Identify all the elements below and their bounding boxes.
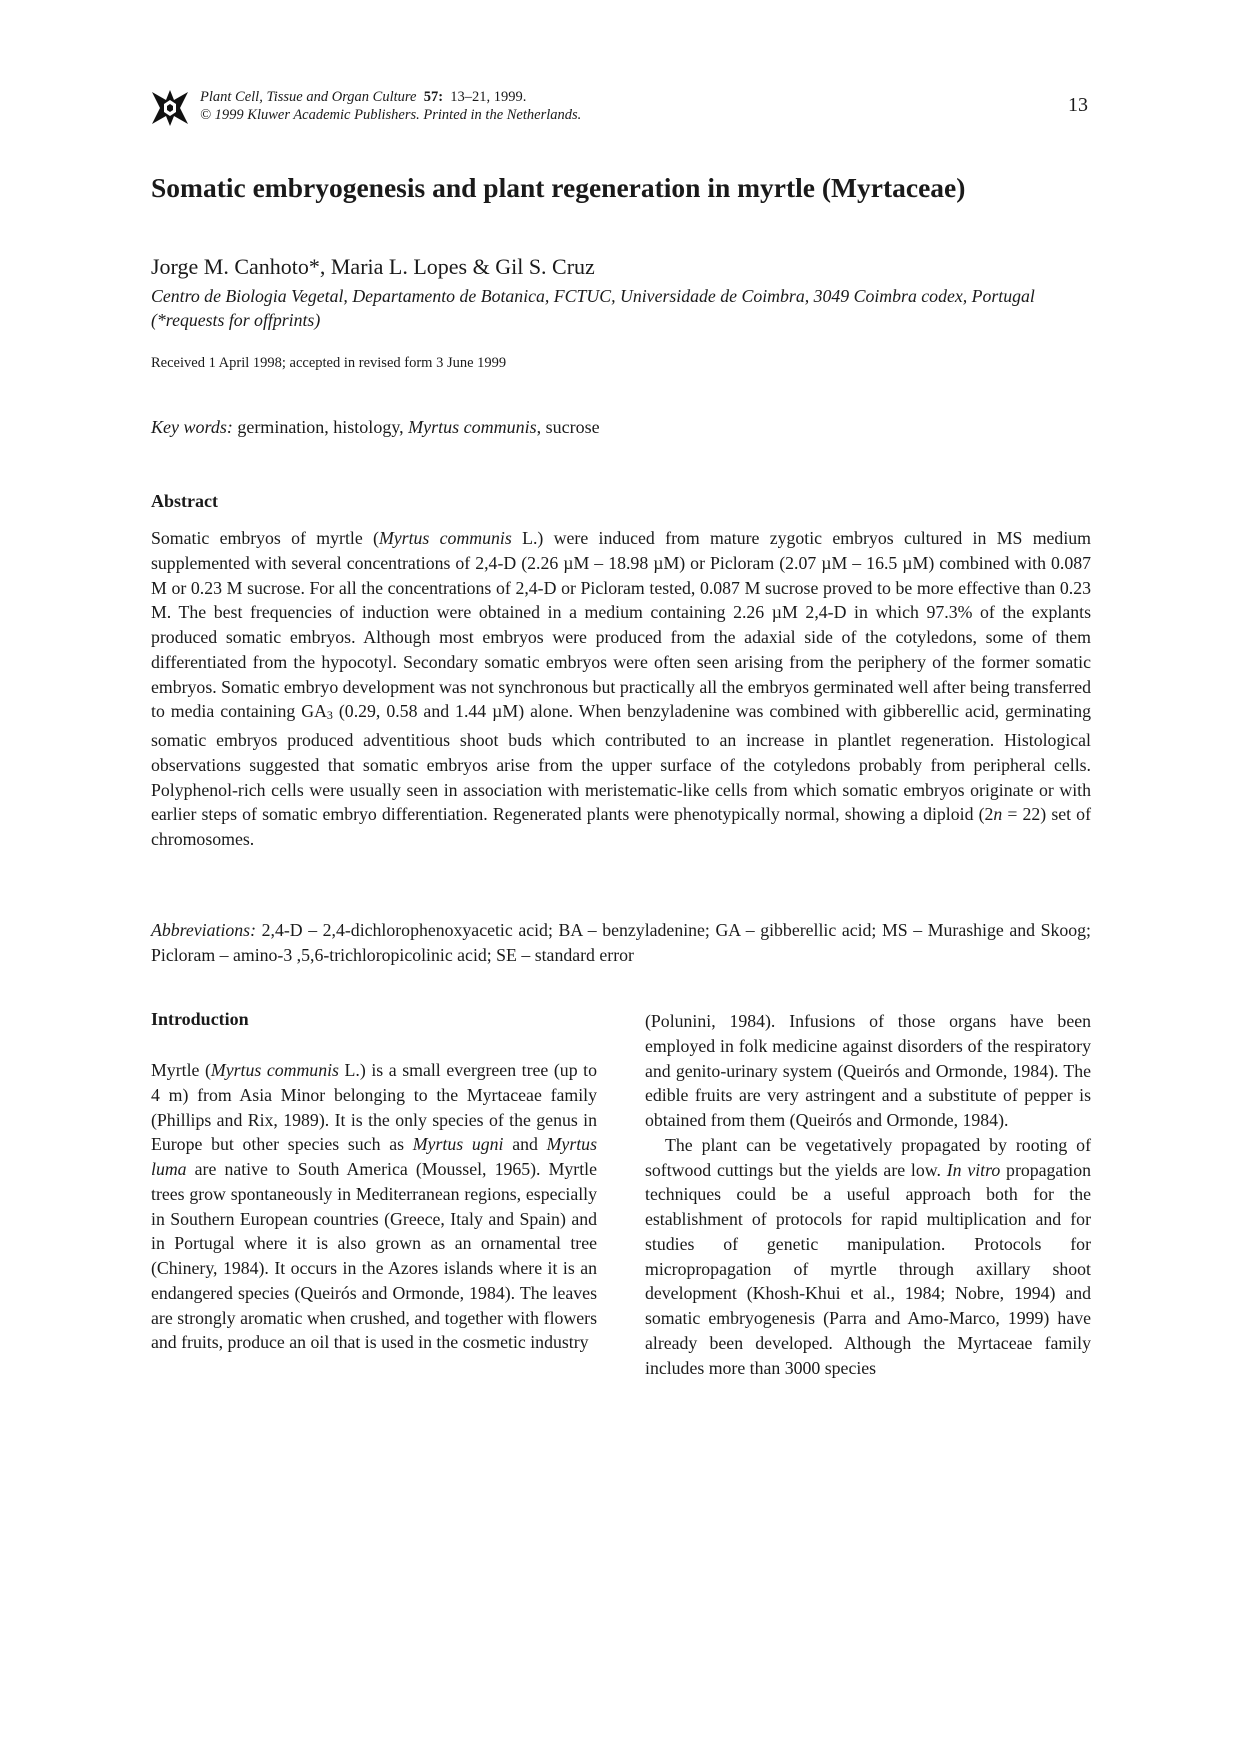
abstract-species: Myrtus communis: [378, 528, 512, 548]
abstract-text: (0.29, 0.58 and 1.44 µM) alone. When benzyladenine was combined with gibberellic acid, germinating somatic embryos produced adventitious shoot buds which contributed to an increase in plantlet regeneration. Histological observations suggested that somatic embryos arise from the upper surface of the cotyledons probably from peripheral cells. Polyphenol-rich cells were usually seen in association with meristematic-like cells from which somatic embryos originate or with earlier steps of somatic embryo differentiation. Regenerated plants were phenotypically normal, showing a diploid (2: [151, 701, 1091, 825]
abstract-text: or Picloram tested, 0.087 M sucrose proved to be more effective than 0.23 M. The best frequencies of induction were obtained in a medium containing 2.26 µM 2,4-: [151, 577, 1091, 623]
page-number: 13: [1068, 94, 1088, 116]
intro-text: and: [503, 1134, 547, 1155]
abstract-italic-n: n: [993, 804, 1003, 825]
publisher-logo-icon: [150, 88, 190, 128]
abbreviations-label: Abbreviations:: [151, 920, 257, 940]
abstract-text: (2.26 µM – 18.98 µM) or Picloram (2.07 µM – 16.5 µM) combined with 0.087 M or 0.23 M sucrose. For all the concentrations of 2,4-: [151, 552, 1092, 598]
abstract-body: [151, 526, 1091, 852]
keywords-line: [151, 417, 600, 438]
introduction-heading: Introduction: [151, 1009, 249, 1029]
author-list: Jorge M. Canhoto*, Maria L. Lopes & Gil S. Cruz: [151, 254, 595, 279]
journal-name: Plant Cell, Tissue and Organ Culture: [200, 89, 417, 105]
introduction-column-right: [645, 1009, 1091, 1380]
abstract-text: in which 97.3% of the explants produced somatic embryos. Although most embryos were produced from the adaxial side of the cotyledons, some of them differentiated from the hypocotyl. Secondary somatic embryos were often seen arising from the periphery of the former somatic embryos. Somatic embryo development was not synchronous but practically all the embryos germinated well after being transferred to media containing GA: [151, 602, 1091, 722]
copyright-line: © 1999 Kluwer Academic Publishers. Printed in the Netherlands.: [200, 107, 582, 123]
abstract-smallcaps: D: [503, 552, 517, 573]
intro-paragraph: [645, 1133, 1091, 1381]
journal-pages: 13–21, 1999.: [450, 89, 527, 105]
keywords-species: Myrtus communis: [408, 417, 537, 437]
journal-volume: 57:: [423, 89, 444, 105]
received-dates: Received 1 April 1998; accepted in revised form 3 June 1999: [151, 355, 507, 371]
journal-citation: [200, 88, 581, 124]
intro-species: Myrtus luma: [151, 1134, 597, 1179]
keywords-text: germination, histology,: [237, 417, 404, 437]
intro-text: The plant can be vegetatively propagated by rooting of softwood cuttings but the yields are low.: [645, 1134, 1091, 1180]
author-affiliation: Centro de Biologia Vegetal, Departamento de Botanica, FCTUC, Universidade de Coimbra, 3049 Coimbra codex, Portugal (*requests for offprints): [151, 286, 1035, 330]
intro-species: Myrtus ugni: [412, 1134, 504, 1155]
intro-species: Myrtus communis: [210, 1060, 339, 1080]
introduction-column-left: [151, 1058, 597, 1355]
abstract-smallcaps: D: [833, 602, 847, 623]
intro-paragraph: (Polunini, 1984). Infusions of those organs have been employed in folk medicine against disorders of the respiratory and genito-urinary system (Queirós and Ormonde, 1984). The edible fruits are very astringent and a substitute of pepper is obtained from them (Queirós and Ormonde, 1984).: [645, 1011, 1091, 1130]
article-title: Somatic embryogenesis and plant regeneration in myrtle (Myrtaceae): [151, 172, 966, 203]
intro-text: are native to South America (Moussel, 1965). Myrtle trees grow spontaneously in Mediterranean regions, especially in Southern European countries (Greece, Italy and Spain) and in Portugal where it is also grown as an ornamental tree (Chinery, 1984). It occurs in the Azores islands where it is an endangered species (Queirós and Ormonde, 1984). The leaves are strongly aromatic when crushed, and together with flowers and fruits, produce an oil that is used in the cosmetic industry: [151, 1159, 597, 1353]
intro-text: propagation techniques could be a useful approach both for the establishment of protocols for rapid multiplication and for studies of genetic manipulation. Protocols for micropropagation of myrtle through axillary shoot development (Khosh-Khui et al., 1984; Nobre, 1994) and somatic embryogenesis (Parra and Amo-Marco, 1999) have already been developed. Although the Myrtaceae family includes more than 3000 species: [645, 1159, 1091, 1378]
abstract-text: = 22) set of chromosomes.: [151, 804, 1091, 849]
intro-text: Myrtle (: [151, 1060, 211, 1080]
intro-italic: In vitro: [946, 1159, 1001, 1180]
abstract-text: Somatic embryos of myrtle (: [151, 528, 379, 548]
abbreviations-text: – 2,4-dichlorophenoxyacetic acid; BA – benzyladenine; GA – gibberellic acid; MS – Murashige and Skoog; Picloram – amino-3 ,5,6-trichloropicolinic acid; SE – standard error: [151, 920, 1091, 965]
keywords-text-end: , sucrose: [536, 417, 600, 437]
intro-text: L.) is a small evergreen tree (up to 4 m) from Asia Minor belonging to the Myrtaceae family (Phillips and Rix, 1989). It is the only species of the genus in Europe but other species such as: [151, 1060, 597, 1155]
abbreviations-smallcaps: D: [289, 920, 303, 940]
abbreviations-text: 2,4-: [256, 920, 290, 940]
abstract-text: L.) were induced from mature zygotic embryos cultured in MS medium supplemented with several concentrations of 2,4-: [151, 528, 1091, 573]
abstract-smallcaps: D: [543, 577, 557, 598]
abstract-heading: Abstract: [151, 491, 218, 511]
abstract-subscript: 3: [326, 708, 333, 723]
abbreviations-paragraph: [151, 918, 1091, 968]
keywords-label: Key words:: [151, 417, 233, 437]
